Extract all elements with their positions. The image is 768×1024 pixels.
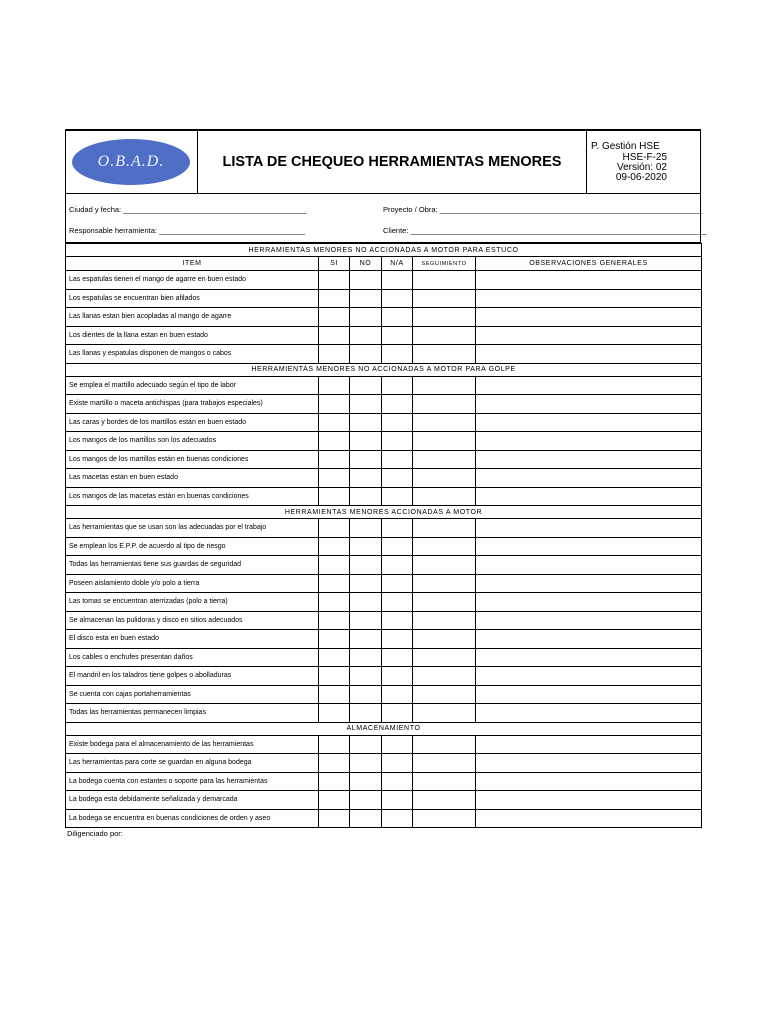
observaciones-cell[interactable] bbox=[476, 308, 702, 327]
seguimiento-cell[interactable] bbox=[413, 537, 476, 556]
section-header-row bbox=[66, 363, 702, 376]
na-cell[interactable] bbox=[382, 574, 413, 593]
observaciones-cell[interactable] bbox=[476, 630, 702, 649]
na-cell[interactable] bbox=[382, 519, 413, 538]
checklist-item-label: Se cuenta con cajas portaherramientas bbox=[66, 685, 319, 704]
seguimiento-cell[interactable] bbox=[413, 630, 476, 649]
checklist-item-label: Existe bodega para el almacenamiento de las herramientas bbox=[66, 735, 319, 754]
si-cell[interactable] bbox=[319, 450, 350, 469]
no-cell[interactable] bbox=[350, 376, 382, 395]
seguimiento-cell[interactable] bbox=[413, 667, 476, 686]
checklist-item-label: Los mangos de los martillos son los adecuados bbox=[66, 432, 319, 451]
seguimiento-cell[interactable] bbox=[413, 289, 476, 308]
na-cell[interactable] bbox=[382, 772, 413, 791]
na-cell[interactable] bbox=[382, 611, 413, 630]
na-cell[interactable] bbox=[382, 395, 413, 414]
seguimiento-cell[interactable] bbox=[413, 432, 476, 451]
checklist-row bbox=[66, 376, 702, 395]
observaciones-cell[interactable] bbox=[476, 376, 702, 395]
seguimiento-cell[interactable] bbox=[413, 611, 476, 630]
checklist-table bbox=[65, 243, 702, 828]
no-cell[interactable] bbox=[350, 648, 382, 667]
checklist-item-label: Las herramientas que se usan son las adecuadas por el trabajo bbox=[66, 519, 319, 538]
checklist-item-label: Las llanas estan bien acopladas al mango de agarre bbox=[66, 308, 319, 327]
checklist-item-label: Los espatulas se encuentran bien afilados bbox=[66, 289, 319, 308]
observaciones-cell[interactable] bbox=[476, 574, 702, 593]
na-cell[interactable] bbox=[382, 289, 413, 308]
company-logo: O.B.A.D. bbox=[72, 139, 190, 185]
na-cell[interactable] bbox=[382, 308, 413, 327]
checklist-row bbox=[66, 487, 702, 506]
observaciones-cell[interactable] bbox=[476, 519, 702, 538]
checklist-item-label: Todas las herramientas tiene sus guardas de seguridad bbox=[66, 556, 319, 575]
seguimiento-cell[interactable] bbox=[413, 809, 476, 828]
checklist-row bbox=[66, 432, 702, 451]
observaciones-cell[interactable] bbox=[476, 432, 702, 451]
si-cell[interactable] bbox=[319, 537, 350, 556]
observaciones-cell[interactable] bbox=[476, 326, 702, 345]
checklist-row bbox=[66, 667, 702, 686]
seguimiento-cell[interactable] bbox=[413, 556, 476, 575]
no-cell[interactable] bbox=[350, 469, 382, 488]
si-cell[interactable] bbox=[319, 519, 350, 538]
na-cell[interactable] bbox=[382, 326, 413, 345]
section-title: HERRAMIENTAS MENORES NO ACCIONADAS A MOTOR PARA ESTUCO bbox=[66, 244, 702, 257]
client-field[interactable]: Cliente: _______________________________________________________________________ bbox=[383, 226, 707, 235]
si-cell[interactable] bbox=[319, 556, 350, 575]
observaciones-cell[interactable] bbox=[476, 271, 702, 290]
checklist-row bbox=[66, 754, 702, 773]
form-fields bbox=[65, 194, 707, 243]
seguimiento-cell[interactable] bbox=[413, 450, 476, 469]
seguimiento-cell[interactable] bbox=[413, 487, 476, 506]
si-cell[interactable] bbox=[319, 772, 350, 791]
no-cell[interactable] bbox=[350, 704, 382, 723]
no-cell[interactable] bbox=[350, 809, 382, 828]
si-cell[interactable] bbox=[319, 791, 350, 810]
no-cell[interactable] bbox=[350, 395, 382, 414]
na-cell[interactable] bbox=[382, 537, 413, 556]
checklist-item-label: La bodega cuenta con estantes o soporte para las herramientas bbox=[66, 772, 319, 791]
no-cell[interactable] bbox=[350, 593, 382, 612]
na-cell[interactable] bbox=[382, 376, 413, 395]
checklist-row bbox=[66, 772, 702, 791]
checklist-item-label: Las espatulas tienen el mango de agarre en buen estado bbox=[66, 271, 319, 290]
checklist-item-label: El disco esta en buen estado bbox=[66, 630, 319, 649]
na-cell[interactable] bbox=[382, 413, 413, 432]
na-cell[interactable] bbox=[382, 735, 413, 754]
observaciones-cell[interactable] bbox=[476, 289, 702, 308]
observaciones-cell[interactable] bbox=[476, 345, 702, 364]
checklist-row bbox=[66, 630, 702, 649]
project-field[interactable]: Proyecto / Obra: _______________________________________________________________ bbox=[383, 205, 703, 214]
no-cell[interactable] bbox=[350, 271, 382, 290]
checklist-row bbox=[66, 556, 702, 575]
observaciones-cell[interactable] bbox=[476, 667, 702, 686]
checklist-item-label: Se emplea el martillo adecuado según el tipo de labor bbox=[66, 376, 319, 395]
checklist-row bbox=[66, 289, 702, 308]
checklist-item-label: Las macetas estan en buen estado bbox=[66, 469, 319, 488]
checklist-row bbox=[66, 791, 702, 810]
form-code: HSE-F-25 bbox=[622, 152, 667, 163]
observaciones-cell[interactable] bbox=[476, 791, 702, 810]
seguimiento-cell[interactable] bbox=[413, 519, 476, 538]
si-cell[interactable] bbox=[319, 593, 350, 612]
column-header-no: NO bbox=[350, 257, 382, 271]
seguimiento-cell[interactable] bbox=[413, 593, 476, 612]
na-cell[interactable] bbox=[382, 704, 413, 723]
checklist-item-label: Se emplean los E.P.P. de acuerdo al tipo de riesgo bbox=[66, 537, 319, 556]
observaciones-cell[interactable] bbox=[476, 754, 702, 773]
seguimiento-cell[interactable] bbox=[413, 326, 476, 345]
observaciones-cell[interactable] bbox=[476, 648, 702, 667]
na-cell[interactable] bbox=[382, 487, 413, 506]
checklist-row bbox=[66, 395, 702, 414]
seguimiento-cell[interactable] bbox=[413, 271, 476, 290]
na-cell[interactable] bbox=[382, 667, 413, 686]
no-cell[interactable] bbox=[350, 413, 382, 432]
checklist-item-label: Los mangos de los martillos están en buenas condiciones bbox=[66, 450, 319, 469]
checklist-row bbox=[66, 809, 702, 828]
seguimiento-cell[interactable] bbox=[413, 685, 476, 704]
seguimiento-cell[interactable] bbox=[413, 648, 476, 667]
observaciones-cell[interactable] bbox=[476, 735, 702, 754]
si-cell[interactable] bbox=[319, 630, 350, 649]
section-header-row bbox=[66, 506, 702, 519]
si-cell[interactable] bbox=[319, 704, 350, 723]
si-cell[interactable] bbox=[319, 685, 350, 704]
column-header-row bbox=[66, 257, 702, 271]
observaciones-cell[interactable] bbox=[476, 809, 702, 828]
no-cell[interactable] bbox=[350, 630, 382, 649]
seguimiento-cell[interactable] bbox=[413, 574, 476, 593]
section-title: HERRAMIENTAS MENORES NO ACCIONADAS A MOTOR PARA GOLPE bbox=[66, 363, 702, 376]
observaciones-cell[interactable] bbox=[476, 487, 702, 506]
section-header-row bbox=[66, 244, 702, 257]
column-header-seguimiento: SEGUIMIENTO bbox=[413, 257, 476, 271]
checklist-item-label: Los cables o enchufes presentan daños bbox=[66, 648, 319, 667]
no-cell[interactable] bbox=[350, 432, 382, 451]
na-cell[interactable] bbox=[382, 809, 413, 828]
checklist-item-label: Los mangos de las macetas están en buenas condiciones bbox=[66, 487, 319, 506]
si-cell[interactable] bbox=[319, 487, 350, 506]
checklist-item-label: Todas las herramientas permanecen limpias bbox=[66, 704, 319, 723]
seguimiento-cell[interactable] bbox=[413, 735, 476, 754]
checklist-row bbox=[66, 308, 702, 327]
no-cell[interactable] bbox=[350, 574, 382, 593]
no-cell[interactable] bbox=[350, 685, 382, 704]
si-cell[interactable] bbox=[319, 308, 350, 327]
si-cell[interactable] bbox=[319, 667, 350, 686]
na-cell[interactable] bbox=[382, 630, 413, 649]
no-cell[interactable] bbox=[350, 735, 382, 754]
observaciones-cell[interactable] bbox=[476, 537, 702, 556]
na-cell[interactable] bbox=[382, 450, 413, 469]
observaciones-cell[interactable] bbox=[476, 413, 702, 432]
no-cell[interactable] bbox=[350, 345, 382, 364]
completed-by-label: Diligenciado por: bbox=[67, 829, 123, 838]
si-cell[interactable] bbox=[319, 648, 350, 667]
city-date-field[interactable]: Ciudad y fecha: ____________________________________________ bbox=[69, 205, 307, 214]
observaciones-cell[interactable] bbox=[476, 704, 702, 723]
process-label: P. Gestión HSE bbox=[591, 141, 660, 152]
no-cell[interactable] bbox=[350, 772, 382, 791]
checklist-row bbox=[66, 735, 702, 754]
checklist-item-label: Existe martillo o maceta antichispas (para trabajos especiales) bbox=[66, 395, 319, 414]
na-cell[interactable] bbox=[382, 271, 413, 290]
si-cell[interactable] bbox=[319, 413, 350, 432]
observaciones-cell[interactable] bbox=[476, 611, 702, 630]
no-cell[interactable] bbox=[350, 537, 382, 556]
na-cell[interactable] bbox=[382, 754, 413, 773]
no-cell[interactable] bbox=[350, 487, 382, 506]
checklist-row bbox=[66, 537, 702, 556]
column-header-na: N/A bbox=[382, 257, 413, 271]
na-cell[interactable] bbox=[382, 345, 413, 364]
checklist-row bbox=[66, 685, 702, 704]
observaciones-cell[interactable] bbox=[476, 593, 702, 612]
checklist-row bbox=[66, 593, 702, 612]
seguimiento-cell[interactable] bbox=[413, 308, 476, 327]
checklist-item-label: Las herramientas para corte se guardan en alguna bodega bbox=[66, 754, 319, 773]
si-cell[interactable] bbox=[319, 809, 350, 828]
si-cell[interactable] bbox=[319, 345, 350, 364]
checklist-row bbox=[66, 519, 702, 538]
section-title: ALMACENAMIENTO bbox=[66, 722, 702, 735]
observaciones-cell[interactable] bbox=[476, 556, 702, 575]
checklist-row bbox=[66, 574, 702, 593]
si-cell[interactable] bbox=[319, 611, 350, 630]
no-cell[interactable] bbox=[350, 611, 382, 630]
checklist-item-label: Las tomas se encuentran aterrizadas (polo a tierra) bbox=[66, 593, 319, 612]
no-cell[interactable] bbox=[350, 754, 382, 773]
form-version: Versión: 02 bbox=[616, 162, 667, 173]
no-cell[interactable] bbox=[350, 450, 382, 469]
seguimiento-cell[interactable] bbox=[413, 395, 476, 414]
form-date: 09-06-2020 bbox=[615, 172, 667, 183]
si-cell[interactable] bbox=[319, 735, 350, 754]
checklist-row bbox=[66, 648, 702, 667]
observaciones-cell[interactable] bbox=[476, 395, 702, 414]
section-header-row bbox=[66, 722, 702, 735]
column-header-si: SI bbox=[319, 257, 350, 271]
checklist-item-label: Los dientes de la llana estan en buen estado bbox=[66, 326, 319, 345]
seguimiento-cell[interactable] bbox=[413, 772, 476, 791]
form-title: LISTA DE CHEQUEO HERRAMIENTAS MENORES bbox=[198, 131, 587, 193]
observaciones-cell[interactable] bbox=[476, 450, 702, 469]
si-cell[interactable] bbox=[319, 469, 350, 488]
si-cell[interactable] bbox=[319, 376, 350, 395]
no-cell[interactable] bbox=[350, 326, 382, 345]
responsible-field[interactable]: Responsable herramienta: ___________________________________ bbox=[69, 226, 306, 235]
logo-cell bbox=[66, 131, 198, 193]
seguimiento-cell[interactable] bbox=[413, 469, 476, 488]
form-header bbox=[65, 129, 701, 194]
checklist-item-label: La bodega se encuentra en buenas condiciones de orden y aseo bbox=[66, 809, 319, 828]
na-cell[interactable] bbox=[382, 469, 413, 488]
seguimiento-cell[interactable] bbox=[413, 791, 476, 810]
checklist-item-label: La bodega esta debidamente señalizada y demarcada bbox=[66, 791, 319, 810]
checklist-row bbox=[66, 271, 702, 290]
checklist-row bbox=[66, 345, 702, 364]
observaciones-cell[interactable] bbox=[476, 685, 702, 704]
na-cell[interactable] bbox=[382, 791, 413, 810]
na-cell[interactable] bbox=[382, 648, 413, 667]
document-control-info bbox=[587, 131, 700, 193]
no-cell[interactable] bbox=[350, 289, 382, 308]
checklist-row bbox=[66, 326, 702, 345]
no-cell[interactable] bbox=[350, 519, 382, 538]
checklist-item-label: Las caras y bordes de los martillos están en buen estado bbox=[66, 413, 319, 432]
checklist-item-label: Las llanas y espatulas disponen de mangos o cabos bbox=[66, 345, 319, 364]
si-cell[interactable] bbox=[319, 395, 350, 414]
section-title: HERRAMIENTAS MENORES ACCIONADAS A MOTOR bbox=[66, 506, 702, 519]
si-cell[interactable] bbox=[319, 271, 350, 290]
no-cell[interactable] bbox=[350, 308, 382, 327]
na-cell[interactable] bbox=[382, 432, 413, 451]
observaciones-cell[interactable] bbox=[476, 469, 702, 488]
checklist-item-label: El mandril en los taladros tiene golpes o abolladuras bbox=[66, 667, 319, 686]
si-cell[interactable] bbox=[319, 326, 350, 345]
checklist-row bbox=[66, 413, 702, 432]
checklist-item-label: Se almacenan las pulidoras y disco en sitios adecuados bbox=[66, 611, 319, 630]
no-cell[interactable] bbox=[350, 556, 382, 575]
na-cell[interactable] bbox=[382, 593, 413, 612]
si-cell[interactable] bbox=[319, 432, 350, 451]
column-header-observaciones: OBSERVACIONES GENERALES bbox=[476, 257, 702, 271]
na-cell[interactable] bbox=[382, 556, 413, 575]
checklist-row bbox=[66, 704, 702, 723]
na-cell[interactable] bbox=[382, 685, 413, 704]
no-cell[interactable] bbox=[350, 667, 382, 686]
seguimiento-cell[interactable] bbox=[413, 345, 476, 364]
checklist-row bbox=[66, 450, 702, 469]
seguimiento-cell[interactable] bbox=[413, 413, 476, 432]
checklist-row bbox=[66, 611, 702, 630]
checklist-sheet bbox=[65, 129, 707, 838]
no-cell[interactable] bbox=[350, 791, 382, 810]
si-cell[interactable] bbox=[319, 754, 350, 773]
observaciones-cell[interactable] bbox=[476, 772, 702, 791]
si-cell[interactable] bbox=[319, 574, 350, 593]
si-cell[interactable] bbox=[319, 289, 350, 308]
seguimiento-cell[interactable] bbox=[413, 754, 476, 773]
seguimiento-cell[interactable] bbox=[413, 376, 476, 395]
column-header-item: ITEM bbox=[66, 257, 319, 271]
seguimiento-cell[interactable] bbox=[413, 704, 476, 723]
checklist-item-label: Poseen aislamiento doble y/o polo a tierra bbox=[66, 574, 319, 593]
checklist-row bbox=[66, 469, 702, 488]
